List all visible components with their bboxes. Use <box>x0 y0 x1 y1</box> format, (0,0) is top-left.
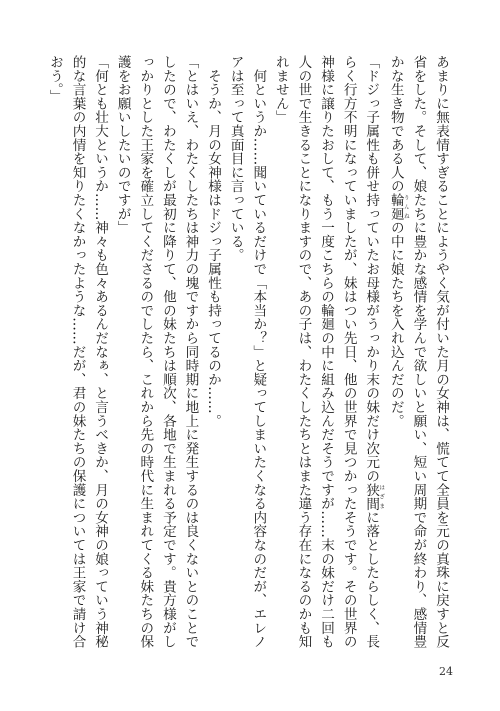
paragraph <box>224 55 269 655</box>
text-run: 「ドジっ子属性も併せ持っていたお母様がうっかり末の妹だけ次元の <box>363 55 380 483</box>
text-run: そうか、月の女神様はドジっ子属性も持ってるのか……。 <box>205 55 222 428</box>
text-run: 「何とも壮大というか……神々も色々あるんだなぁ、と言うべきか、月の女神の娘っていう神秘的な言葉の内情を知りたくなかったような……だが、君の妹たちの保護については王家で請け合おう。」 <box>46 55 109 649</box>
ruby-annotation <box>387 193 409 221</box>
paragraph <box>43 55 111 655</box>
text-run: に落としたらしく、長らく行方不明になっていましたが、妹はつい先日、他の世界で見つかったそうです。その世界の神様に譲りたおして、もう一度こちらの輪廻の中に組み込んだそうですが……末の妹だけ二回も人の世で生きることになりますので、あの子は、わたくしたちとはまた違う存在になるのかも知れません」 <box>272 55 380 649</box>
ruby-base: 輪廻 <box>387 193 404 221</box>
text-run: あまりに無表情すぎることにようやく気が付いた月の女神は、慌てて全員を元の真珠に戻すと反省をした。そして、娘たちに豊かな感情を学んで欲しいと願い、短い周期で命が終わり、感情豊かな生き物である人の <box>387 55 449 649</box>
paragraph <box>111 55 201 655</box>
paragraph <box>384 55 452 655</box>
ruby-reading: りんね <box>402 193 409 221</box>
paragraph <box>201 55 224 655</box>
text-run: の中に娘たちを入れ込んだのだ。 <box>387 220 404 428</box>
ruby-base: 狭間 <box>363 482 380 511</box>
text-run: 「とはいえ、わたくしたちは神力の塊ですから同時期に地上に発生するのは良くないとのことでしたので、わたくしが最初に降りて、他の妹たちは順次、各地で生まれる予定です。貴方様がしっかりとした王家を確立してくださるのでしたら、これから先の時代に生まれてくる妹たちの保護をお願いしたいのですが」 <box>114 55 199 649</box>
ruby-annotation <box>363 482 385 511</box>
vertical-text-body <box>43 55 452 655</box>
text-run: 何というか……聞いているだけで「本当か？」と疑ってしまいたくなる内容なのだが、エレノアは至って真面目に言っている。 <box>227 55 267 649</box>
ruby-reading: はざま <box>378 482 385 511</box>
page-number: 24 <box>439 665 453 678</box>
paragraph <box>269 55 384 655</box>
